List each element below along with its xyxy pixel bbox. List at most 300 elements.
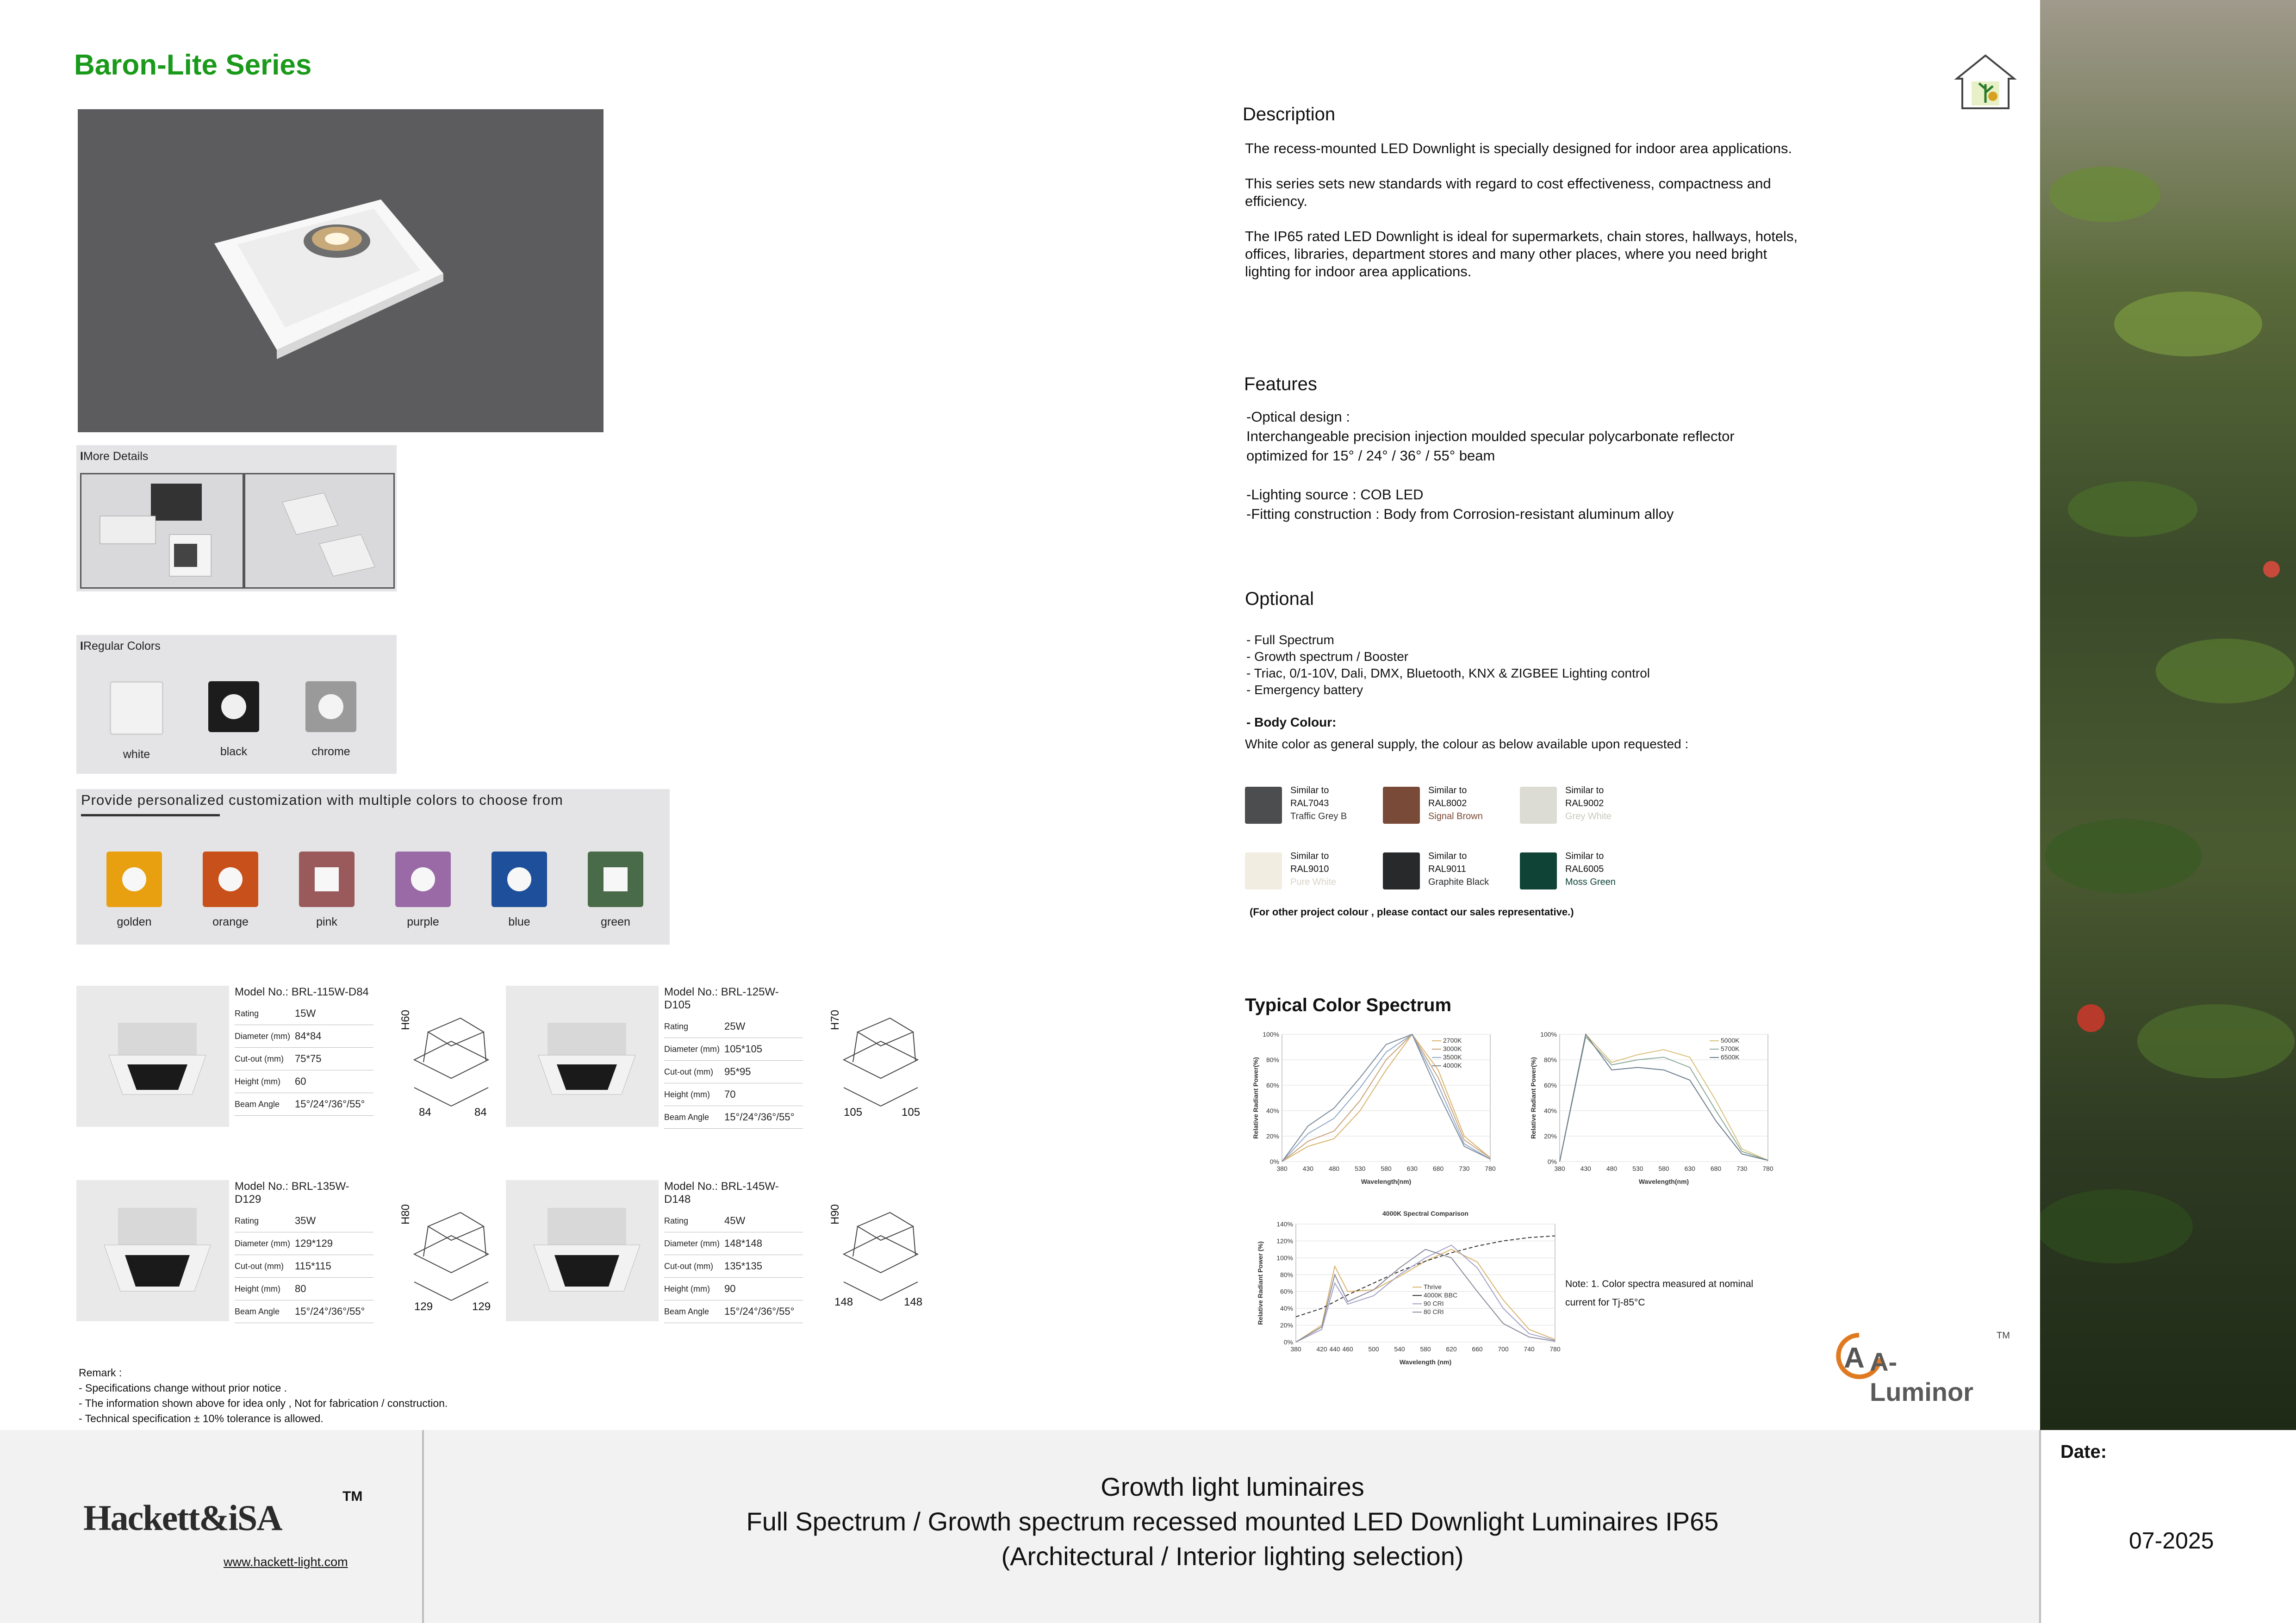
y-tick-label: 0% [1547,1158,1557,1165]
spectrum-chart-svg [1527,1027,1777,1189]
x-tick-label: 700 [1498,1345,1509,1353]
dim-label: 129 [414,1300,433,1313]
legend-label: 5000K [1721,1037,1740,1044]
x-tick-label: 430 [1302,1165,1313,1172]
description-paragraph: The recess-mounted LED Downlight is specially designed for indoor area applications. [1245,140,1792,156]
white-swatch [110,681,163,735]
regular-colors-label: IRegular Colors [80,640,161,653]
spec-row-height [664,1278,803,1300]
color-caption: purple [407,915,439,928]
colour-name: Pure White [1290,877,1336,887]
custom-colors-panel [76,789,670,945]
dim-label: 148 [834,1296,853,1308]
house-logo [1953,52,2018,112]
model-photo [506,1180,659,1321]
a-luminor-logo [1834,1331,2010,1406]
similar-label: Similar to [1428,785,1467,796]
ral-code: RAL9002 [1565,798,1604,808]
x-tick-label: 480 [1606,1165,1618,1172]
body-colour-option[interactable] [1245,787,1379,828]
x-axis-label: Wavelength(nm) [1638,1178,1689,1185]
hackett-logo [83,1489,363,1539]
remark-title: Remark : [79,1367,122,1379]
x-tick-label: 630 [1684,1165,1695,1172]
ral-code: RAL6005 [1565,864,1604,874]
spectrum-chart-1 [1250,1027,1500,1189]
x-tick-label: 380 [1554,1165,1565,1172]
svg-text:A: A [1844,1342,1865,1374]
optional-item: - Full Spectrum [1246,633,1334,647]
spectrum-chart-2 [1527,1027,1777,1189]
spec-value: 84*84 [295,1030,322,1042]
spec-key: Beam Angle [235,1307,280,1316]
blue-swatch [492,852,547,907]
note-line: current for Tj-85°C [1565,1297,1645,1308]
footer-line: Full Spectrum / Growth spectrum recessed mounted LED Downlight Luminaires IP65 [746,1507,1719,1536]
spec-row-cutout [235,1048,373,1070]
y-tick-label: 60% [1266,1082,1279,1089]
date-value: 07-2025 [2129,1528,2214,1554]
colour-name: Traffic Grey B [1290,811,1347,821]
tm-mark: TM [342,1489,363,1504]
spec-key: Rating [664,1216,689,1225]
colour-info [1290,850,1336,889]
x-tick-label: 420 [1316,1345,1327,1353]
spec-key: Height (mm) [235,1284,281,1293]
model-number: Model No.: BRL-125W-D105 [664,986,779,1011]
spec-key: Rating [235,1216,259,1225]
remark-line: - Specifications change without prior notice . [79,1382,287,1394]
spec-row-rating [664,1210,803,1232]
spec-value: 25W [724,1020,746,1032]
spec-value: 80 [295,1283,306,1294]
x-tick-label: 530 [1355,1165,1366,1172]
title-underline [81,814,220,816]
spec-table [664,1180,803,1323]
feature-line: Interchangeable precision injection moulded specular polycarbonate reflector [1246,428,1735,444]
optional-heading: Optional [1245,589,1314,609]
ral9011-swatch [1383,852,1420,889]
y-tick-label: 20% [1266,1132,1279,1140]
x-tick-label: 730 [1459,1165,1470,1172]
x-tick-label: 380 [1276,1165,1288,1172]
legend-label: Thrive [1424,1283,1442,1291]
spec-key: Height (mm) [235,1077,281,1086]
x-tick-label: 660 [1472,1345,1483,1353]
spec-key: Beam Angle [664,1307,709,1316]
dim-label: 105 [844,1106,863,1119]
spectrum-chart-svg [1254,1203,1569,1370]
ral6005-swatch [1520,852,1557,889]
spec-value: 115*115 [295,1260,331,1272]
exploded-fixture-icon [81,474,243,587]
spec-row-rating [235,1210,373,1232]
legend-label: 5700K [1721,1045,1740,1052]
spectrum-note [1565,1275,1753,1312]
color-caption: green [601,915,630,928]
spec-key: Beam Angle [235,1100,280,1109]
y-tick-label: 80% [1543,1056,1557,1063]
reflector-parts-icon [245,474,393,587]
spec-row-beam [235,1300,373,1323]
legend-label: 2700K [1443,1037,1462,1044]
spec-row-beam [664,1106,803,1129]
x-axis-label: Wavelength(nm) [1361,1178,1412,1185]
remark-line: - The information shown above for idea only , Not for fabrication / construction. [79,1397,448,1409]
spec-value: 105*105 [724,1043,762,1055]
description-paragraph: This series sets new standards with regard to cost effectiveness, compactness and efficiency. [1245,175,1771,209]
x-tick-label: 530 [1632,1165,1643,1172]
spec-key: Cut-out (mm) [235,1262,284,1271]
spec-value: 90 [724,1283,736,1294]
spec-value: 60 [295,1076,306,1087]
spec-value: 15°/24°/36°/55° [295,1306,365,1317]
spec-row-beam [664,1300,803,1323]
spec-value: 129*129 [295,1237,333,1249]
y-tick-label: 100% [1276,1254,1293,1262]
chrome-swatch [305,681,356,732]
dim-label: 129 [472,1300,491,1313]
spec-value: 70 [724,1088,736,1100]
color-option-chrome[interactable] [299,681,363,769]
ral-code: RAL9010 [1290,864,1329,874]
spec-value: 15°/24°/36°/55° [724,1306,795,1317]
downlight-heatsink-icon [506,986,659,1127]
model-photo [506,986,659,1127]
similar-label: Similar to [1290,785,1329,796]
ral-code: RAL8002 [1428,798,1467,808]
x-tick-label: 580 [1381,1165,1392,1172]
y-tick-label: 40% [1543,1107,1557,1114]
legend-label: 4000K [1443,1062,1462,1069]
legend-label: 4000K BBC [1424,1291,1458,1299]
green-swatch [588,852,643,907]
y-tick-label: 100% [1540,1031,1557,1038]
spectrum-heading: Typical Color Spectrum [1245,995,1452,1015]
spec-key: Cut-out (mm) [235,1054,284,1063]
spec-value: 135*135 [724,1260,762,1272]
model-block [506,986,941,1129]
spec-value: 35W [295,1215,316,1226]
dim-label: 84 [419,1106,431,1119]
dim-label: 105 [902,1106,921,1119]
spec-row-height [664,1083,803,1106]
more-details-panel [76,445,397,591]
spec-row-height [235,1278,373,1300]
website-link[interactable]: www.hackett-light.com [224,1555,348,1569]
greenery-photo [2040,0,2296,1430]
product-hero-image [78,109,604,432]
spec-row-rating [235,1002,373,1025]
x-tick-label: 540 [1394,1345,1405,1353]
height-label: H60 [399,1009,412,1031]
spec-table [664,986,803,1129]
y-tick-label: 0% [1283,1338,1293,1346]
plant-wall-icon [2040,0,2296,1430]
y-tick-label: 120% [1276,1237,1293,1245]
exploded-view-image [80,473,244,589]
color-option-blue[interactable] [480,852,559,942]
pink-swatch [299,852,355,907]
spec-key: Beam Angle [664,1113,709,1122]
spec-row-rating [664,1015,803,1038]
optional-item: - Triac, 0/1-10V, Dali, DMX, Bluetooth, KNX & ZIGBEE Lighting control [1246,666,1650,680]
spec-row-diameter [235,1025,373,1048]
x-tick-label: 620 [1446,1345,1457,1353]
body-colour-note: White color as general supply, the colour as below available upon requested : [1245,737,1689,751]
more-details-label: IMore Details [80,450,149,463]
color-caption: chrome [311,745,350,758]
spec-row-beam [235,1093,373,1116]
colour-info [1428,850,1489,889]
color-caption: pink [316,915,337,928]
y-tick-label: 140% [1276,1220,1293,1228]
x-tick-label: 580 [1658,1165,1669,1172]
y-axis-label: Relative Radiant Power(%) [1252,1057,1259,1139]
ral8002-swatch [1383,787,1420,824]
feature-line: -Lighting source : COB LED [1246,486,1424,503]
spec-row-cutout [235,1255,373,1278]
chart-title: 4000K Spectral Comparison [1382,1210,1468,1217]
colour-name: Signal Brown [1428,811,1483,821]
spec-key: Cut-out (mm) [664,1262,714,1271]
x-tick-label: 680 [1710,1165,1722,1172]
spec-row-cutout [664,1061,803,1083]
height-label: H80 [399,1204,412,1225]
feature-line: -Fitting construction : Body from Corrosion-resistant aluminum alloy [1246,506,1674,522]
height-label: H70 [829,1009,842,1031]
spec-value: 75*75 [295,1053,322,1064]
body-colour-option[interactable] [1520,787,1654,828]
spectral-comparison-chart [1254,1203,1569,1370]
spec-value: 45W [724,1215,746,1226]
spec-key: Height (mm) [664,1090,710,1099]
body-colour-option[interactable] [1383,787,1517,828]
colour-name: Graphite Black [1428,877,1489,887]
spec-row-cutout [664,1255,803,1278]
x-tick-label: 730 [1736,1165,1748,1172]
y-tick-label: 40% [1266,1107,1279,1114]
spec-key: Rating [235,1009,259,1018]
spec-key: Height (mm) [664,1284,710,1293]
y-tick-label: 80% [1266,1056,1279,1063]
spec-key: Diameter (mm) [664,1045,720,1054]
color-caption: white [123,748,150,761]
color-option-black[interactable] [201,681,266,769]
y-tick-label: 20% [1280,1321,1293,1329]
series-title: Baron-Lite Series [74,49,312,81]
model-photo [76,986,229,1127]
model-spec-grid [76,986,942,1328]
legend-label: 3500K [1443,1053,1462,1061]
body-colour-option[interactable] [1520,852,1654,894]
footer-divider [422,1430,424,1623]
contact-note: (For other project colour , please contact our sales representative.) [1250,906,1574,918]
y-tick-label: 0% [1269,1158,1279,1165]
x-tick-label: 780 [1762,1165,1773,1172]
color-option-golden[interactable] [95,852,174,942]
body-colour-option[interactable] [1383,852,1517,894]
dimension-drawing [825,1199,932,1319]
color-option-pink[interactable] [287,852,366,942]
spec-value: 95*95 [724,1066,751,1077]
ral-code: RAL7043 [1290,798,1329,808]
spec-key: Diameter (mm) [664,1239,720,1248]
custom-colors-title: Provide personalized customization with multiple colors to choose from [81,792,563,808]
x-tick-label: 430 [1580,1165,1591,1172]
body-colour-grid [1245,787,1661,898]
x-tick-label: 480 [1328,1165,1340,1172]
y-axis-label: Relative Radiant Power (%) [1257,1241,1264,1325]
colour-name: Moss Green [1565,877,1616,887]
y-tick-label: 20% [1543,1132,1557,1140]
spec-row-diameter [664,1038,803,1061]
note-line: Note: 1. Color spectra measured at nominal [1565,1279,1754,1289]
colour-info [1565,850,1616,889]
feature-line: optimized for 15° / 24° / 36° / 55° beam [1246,448,1495,464]
downlight-render-icon [78,109,604,432]
x-tick-label: 630 [1406,1165,1418,1172]
dimension-drawing [396,1004,502,1125]
house-plant-icon [1953,52,2018,112]
similar-label: Similar to [1565,785,1604,796]
optional-item: - Growth spectrum / Booster [1246,649,1409,664]
dim-label: 148 [904,1296,923,1308]
spec-row-height [235,1070,373,1093]
similar-label: Similar to [1565,851,1604,861]
description-body [1245,140,1800,280]
hackett-logo-text: Hackett&iSA [83,1498,282,1538]
ral7043-swatch [1245,787,1282,824]
description-paragraph: The IP65 rated LED Downlight is ideal for supermarkets, chain stores, hallways, hotels, offices, libraries, department stores and many other places, where you need bright lighting for indoor area applications. [1245,228,1798,280]
model-number: Model No.: BRL-135W-D129 [235,1180,349,1206]
dimension-drawing [825,1004,932,1125]
x-tick-label: 500 [1368,1345,1379,1353]
x-tick-label: 680 [1432,1165,1444,1172]
body-colour-option[interactable] [1245,852,1379,894]
y-axis-label: Relative Radiant Power(%) [1530,1057,1537,1139]
y-tick-label: 60% [1543,1082,1557,1089]
colour-name: Grey White [1565,811,1612,821]
legend-label: 6500K [1721,1053,1740,1061]
ral-code: RAL9011 [1428,864,1466,874]
footer-description [426,1469,2039,1573]
features-body [1246,407,1802,524]
features-heading: Features [1244,374,1317,394]
model-block [76,986,502,1129]
color-option-white[interactable] [104,681,169,769]
x-tick-label: 780 [1549,1345,1561,1353]
reflector-view-image [244,473,395,589]
feature-line: -Optical design : [1246,409,1350,425]
spec-row-diameter [664,1232,803,1255]
spec-key: Diameter (mm) [235,1239,290,1248]
remark-line: - Technical specification ± 10% tolerance is allowed. [79,1412,324,1424]
dimension-drawing [396,1199,502,1319]
tm-mark: TM [1997,1331,2010,1341]
similar-label: Similar to [1290,851,1329,861]
luminor-text: A-Luminor [1870,1347,1973,1406]
spec-key: Rating [664,1022,689,1031]
date-label: Date: [2060,1442,2107,1462]
golden-swatch [106,852,162,907]
color-caption: black [220,745,248,758]
dim-label: 84 [474,1106,487,1119]
y-tick-label: 100% [1263,1031,1279,1038]
x-tick-label: 580 [1420,1345,1431,1353]
footer-line: Growth light luminaires [1101,1472,1364,1501]
color-caption: orange [212,915,249,928]
spec-value: 15°/24°/36°/55° [724,1111,795,1123]
y-tick-label: 40% [1280,1305,1293,1312]
footer-line: (Architectural / Interior lighting selection) [1001,1542,1464,1571]
color-caption: golden [117,915,152,928]
downlight-heatsink-icon [76,986,229,1127]
model-number: Model No.: BRL-115W-D84 [235,986,369,998]
optional-list [1246,632,1848,698]
regular-colors-panel [76,635,397,774]
height-label: H90 [829,1204,842,1225]
x-tick-label: 380 [1290,1345,1301,1353]
description-heading: Description [1243,104,1336,124]
ral9010-swatch [1245,852,1282,889]
color-option-green[interactable] [576,852,655,942]
spec-value: 15W [295,1007,316,1019]
color-caption: blue [508,915,530,928]
black-swatch [208,681,259,732]
purple-swatch [395,852,451,907]
ral9002-swatch [1520,787,1557,824]
colour-info [1428,784,1483,823]
colour-info [1565,784,1612,823]
x-tick-label: 460 [1342,1345,1353,1353]
spec-key: Cut-out (mm) [664,1067,714,1076]
color-option-purple[interactable] [384,852,462,942]
similar-label: Similar to [1428,851,1467,861]
spec-table [235,986,373,1116]
orange-swatch [203,852,258,907]
spec-table [235,1180,373,1323]
y-tick-label: 60% [1280,1287,1293,1295]
custom-colors-row [95,852,655,942]
model-block [76,1180,502,1324]
downlight-heatsink-icon [76,1180,229,1321]
color-option-orange[interactable] [191,852,270,942]
model-block [506,1180,941,1324]
y-tick-label: 80% [1280,1271,1293,1279]
x-tick-label: 740 [1524,1345,1535,1353]
model-number: Model No.: BRL-145W-D148 [664,1180,779,1206]
spec-row-diameter [235,1232,373,1255]
remarks [79,1365,448,1426]
downlight-heatsink-icon [506,1180,659,1321]
spec-value: 148*148 [724,1237,762,1249]
body-colour-label: - Body Colour: [1246,715,1337,729]
spec-value: 15°/24°/36°/55° [295,1098,365,1110]
x-axis-label: Wavelength (nm) [1399,1358,1452,1366]
model-photo [76,1180,229,1321]
legend-label: 90 CRI [1424,1300,1444,1307]
x-tick-label: 780 [1485,1165,1496,1172]
spec-key: Diameter (mm) [235,1032,290,1041]
spectrum-chart-svg [1250,1027,1500,1189]
legend-label: 80 CRI [1424,1308,1444,1316]
colour-info [1290,784,1347,823]
optional-item: - Emergency battery [1246,683,1363,697]
regular-colors-row [104,681,363,769]
legend-label: 3000K [1443,1045,1462,1052]
x-tick-label: 440 [1329,1345,1340,1353]
